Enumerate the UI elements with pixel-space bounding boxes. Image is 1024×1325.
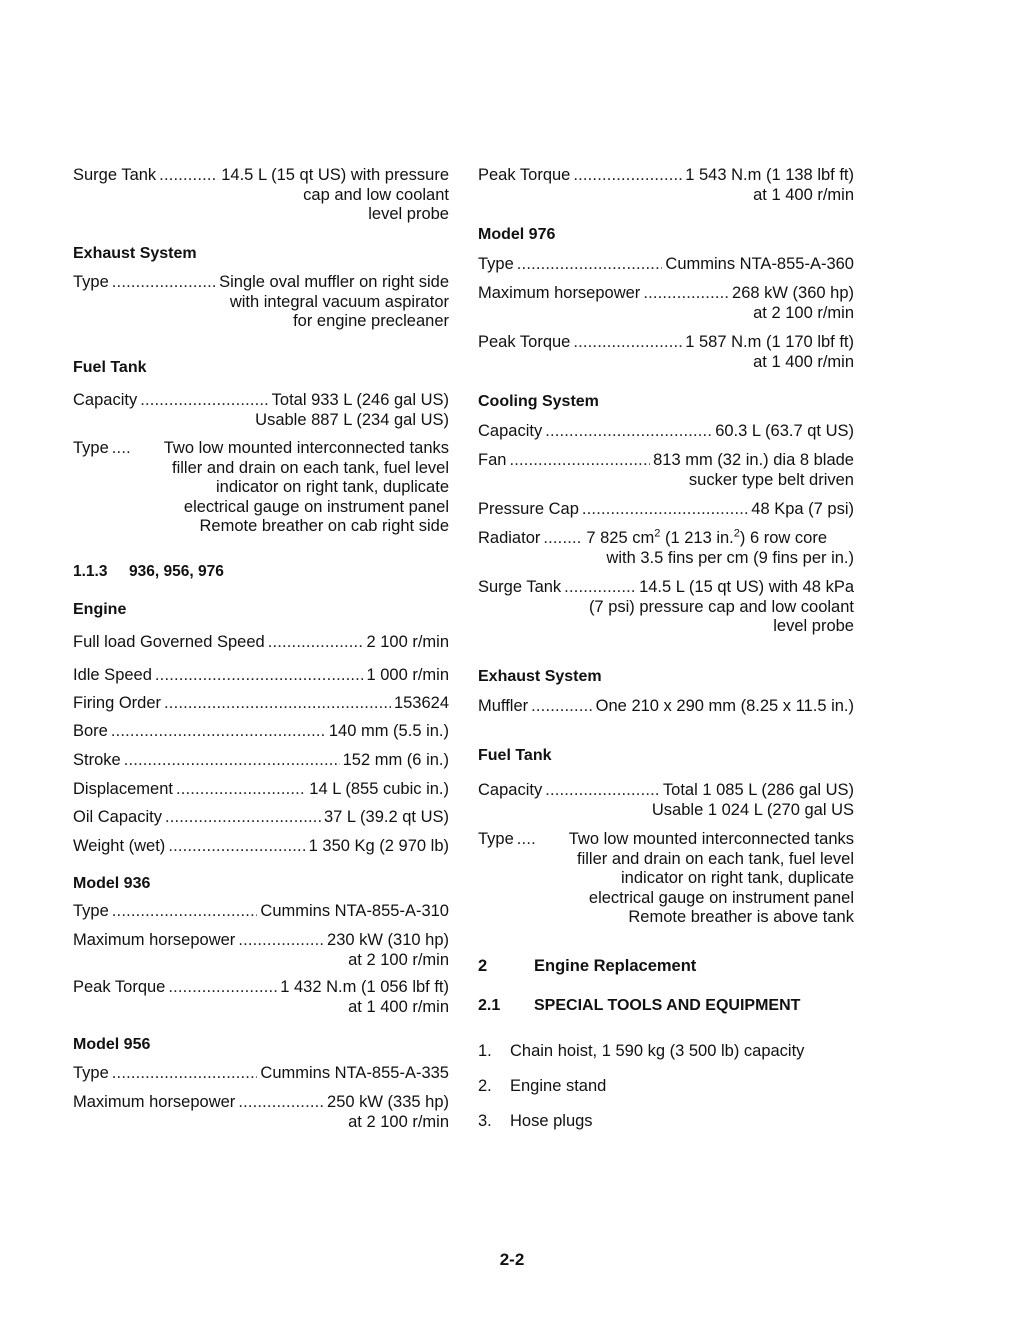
section-heading-2-1	[478, 997, 800, 1015]
section-heading-2	[478, 957, 696, 976]
cooling-pressure-cap	[478, 500, 854, 520]
model-936-horsepower	[73, 931, 449, 970]
spec-continuation: sucker type belt driven	[688, 470, 854, 489]
section-number: 2.1	[478, 997, 501, 1014]
spec-value: 1 350 Kg (2 970 lb)	[308, 837, 449, 855]
engine-spec-row	[73, 666, 449, 686]
spec-label: Capacity	[73, 391, 138, 409]
model-936-heading: Model 936	[73, 875, 151, 892]
list-item: 3. Hose plugs	[478, 1112, 593, 1130]
spec-value: Total 1 085 L (286 gal US)	[662, 781, 854, 799]
spec-label: Peak Torque	[478, 333, 571, 351]
spec-continuation: at 1 400 r/min	[348, 997, 449, 1016]
engine-spec-row	[73, 694, 449, 714]
spec-value: 250 kW (335 hp)	[327, 1093, 449, 1111]
spec-label: Idle Speed	[73, 666, 152, 684]
spec-label: Maximum horsepower	[478, 284, 641, 302]
spec-value: Two low mounted interconnected tanks	[568, 830, 854, 848]
spec-label: Capacity	[478, 781, 543, 799]
exhaust-type-spec	[73, 273, 449, 332]
spec-value: Cummins NTA-855-A-360	[665, 255, 854, 273]
spec-value: 268 kW (360 hp)	[732, 284, 854, 302]
spec-value: 14.5 L (15 qt US) with pressure	[221, 166, 449, 184]
model-976-horsepower	[478, 284, 854, 323]
spec-continuation: with integral vacuum aspirator	[229, 292, 449, 311]
model-976-torque	[478, 333, 854, 372]
spec-label: Surge Tank	[73, 166, 157, 184]
spec-value: 1 543 N.m (1 138 lbf ft)	[685, 166, 854, 184]
spec-value: Total 933 L (246 gal US)	[271, 391, 449, 409]
engine-spec-row	[73, 722, 449, 742]
spec-continuation: filler and drain on each tank, fuel level	[171, 458, 449, 477]
spec-value: 1 432 N.m (1 056 lbf ft)	[280, 978, 449, 996]
spec-value: One 210 x 290 mm (8.25 x 11.5 in.)	[595, 697, 854, 715]
spec-continuation: electrical gauge on instrument panel	[183, 497, 449, 516]
spec-continuation: Remote breather on cab right side	[199, 517, 449, 535]
spec-continuation: filler and drain on each tank, fuel level	[576, 849, 854, 868]
spec-label: Full load Governed Speed	[73, 633, 265, 651]
spec-value: 153624	[393, 694, 449, 712]
spec-value: 230 kW (310 hp)	[327, 931, 449, 949]
engine-spec-row	[73, 780, 449, 800]
spec-continuation: indicator on right tank, duplicate	[216, 478, 449, 496]
spec-label: Type	[478, 255, 514, 273]
surge-tank-spec	[73, 166, 449, 225]
spec-label: Type	[73, 273, 109, 291]
spec-value: 7 825 $cm^2$ (1 213 in.$^2$) 6 row core	[586, 527, 827, 547]
engine-heading: Engine	[73, 601, 127, 618]
spec-label: Pressure Cap	[478, 500, 579, 518]
spec-value: 1 000 r/min	[366, 666, 449, 684]
spec-value: 1 587 N.m (1 170 lbf ft)	[685, 333, 854, 351]
spec-label: Surge Tank	[478, 578, 562, 596]
fuel-tank-heading: Fuel Tank	[73, 359, 147, 376]
spec-label: Bore	[73, 722, 108, 740]
spec-value: 140 mm (5.5 in.)	[328, 722, 449, 740]
section-number: 2	[478, 957, 488, 975]
spec-continuation: level probe	[368, 205, 449, 223]
model-976-heading: Model 976	[478, 226, 556, 243]
spec-continuation: for engine precleaner	[293, 312, 449, 330]
spec-label: Stroke	[73, 751, 121, 769]
engine-spec-row	[73, 837, 449, 857]
spec-label: Type	[73, 1064, 109, 1082]
spec-continuation: at 1 400 r/min	[753, 185, 854, 204]
spec-continuation: electrical gauge on instrument panel	[588, 888, 854, 907]
spec-label: Oil Capacity	[73, 808, 162, 826]
spec-continuation: at 1 400 r/min	[753, 352, 854, 371]
spec-continuation: with 3.5 fins per cm (9 fins per in.)	[606, 548, 854, 567]
spec-continuation: at 2 100 r/min	[753, 303, 854, 322]
spec-continuation: Usable 1 024 L (270 gal US	[651, 800, 854, 819]
spec-continuation: at 2 100 r/min	[348, 950, 449, 969]
spec-label: Maximum horsepower	[73, 931, 236, 949]
muffler-spec	[478, 697, 854, 717]
spec-value: Two low mounted interconnected tanks	[163, 439, 449, 457]
section-heading-1-1-3	[73, 563, 224, 581]
fuel-capacity-spec	[478, 781, 854, 820]
cooling-system-heading: Cooling System	[478, 393, 599, 410]
cooling-fan	[478, 451, 854, 490]
model-956-type	[73, 1064, 449, 1084]
spec-continuation: indicator on right tank, duplicate	[621, 869, 854, 887]
spec-label: Type	[73, 439, 109, 457]
model-936-type	[73, 902, 449, 922]
engine-spec-row	[73, 751, 449, 771]
list-item: 1. Chain hoist, 1 590 kg (3 500 lb) capacity	[478, 1042, 805, 1060]
model-936-torque	[73, 978, 449, 1017]
spec-continuation: Usable 887 L (234 gal US)	[255, 410, 449, 429]
model-976-type	[478, 255, 854, 275]
spec-value: 37 L (39.2 qt US)	[323, 808, 449, 826]
list-item: 2. Engine stand	[478, 1077, 607, 1095]
spec-label: Peak Torque	[73, 978, 166, 996]
cooling-surge-tank	[478, 578, 854, 637]
spec-value: 60.3 L (63.7 qt US)	[715, 422, 854, 440]
cooling-capacity	[478, 422, 854, 442]
spec-continuation: level probe	[773, 617, 854, 635]
fuel-type-spec	[478, 830, 854, 928]
engine-spec-row	[73, 808, 449, 828]
cooling-radiator	[478, 529, 854, 568]
spec-value: 813 mm (32 in.) dia 8 blade	[653, 451, 854, 469]
spec-continuation: at 2 100 r/min	[348, 1112, 449, 1131]
exhaust-system-heading: Exhaust System	[478, 668, 602, 685]
spec-value: Single oval muffler on right side	[219, 273, 449, 291]
spec-continuation: Remote breather is above tank	[628, 908, 854, 926]
section-number: 1.1.3	[73, 563, 108, 580]
model-956-torque	[478, 166, 854, 205]
spec-value: 2 100 r/min	[366, 633, 449, 651]
spec-value: Cummins NTA-855-A-335	[260, 1064, 449, 1082]
spec-value: Cummins NTA-855-A-310	[260, 902, 449, 920]
section-title: 936, 956, 976	[129, 563, 224, 580]
spec-label: Type	[73, 902, 109, 920]
engine-spec-row	[73, 633, 449, 653]
fuel-tank-heading: Fuel Tank	[478, 747, 552, 764]
fuel-type-spec	[73, 439, 449, 537]
spec-value: 14.5 L (15 qt US) with 48 kPa	[639, 578, 854, 596]
spec-label: Displacement	[73, 780, 173, 798]
model-956-horsepower	[73, 1093, 449, 1132]
model-956-heading: Model 956	[73, 1036, 151, 1053]
spec-label: Capacity	[478, 422, 543, 440]
spec-continuation: cap and low coolant	[303, 185, 449, 204]
spec-label: Firing Order	[73, 694, 162, 712]
fuel-capacity-spec	[73, 391, 449, 430]
spec-label: Type	[478, 830, 514, 848]
spec-value: 14 L (855 cubic in.)	[309, 780, 449, 798]
spec-continuation: (7 psi) pressure cap and low coolant	[588, 597, 854, 616]
spec-label: Maximum horsepower	[73, 1093, 236, 1111]
spec-label: Muffler	[478, 697, 529, 715]
spec-value: 48 Kpa (7 psi)	[751, 500, 854, 518]
spec-label: Fan	[478, 451, 507, 469]
exhaust-system-heading: Exhaust System	[73, 245, 197, 262]
spec-value: 152 mm (6 in.)	[342, 751, 449, 769]
section-title: SPECIAL TOOLS AND EQUIPMENT	[534, 997, 801, 1014]
spec-label: Peak Torque	[478, 166, 571, 184]
spec-label: Radiator	[478, 529, 541, 547]
spec-label: Weight (wet)	[73, 837, 166, 855]
section-title: Engine Replacement	[534, 957, 697, 975]
page-number: 2-2	[499, 1250, 525, 1269]
